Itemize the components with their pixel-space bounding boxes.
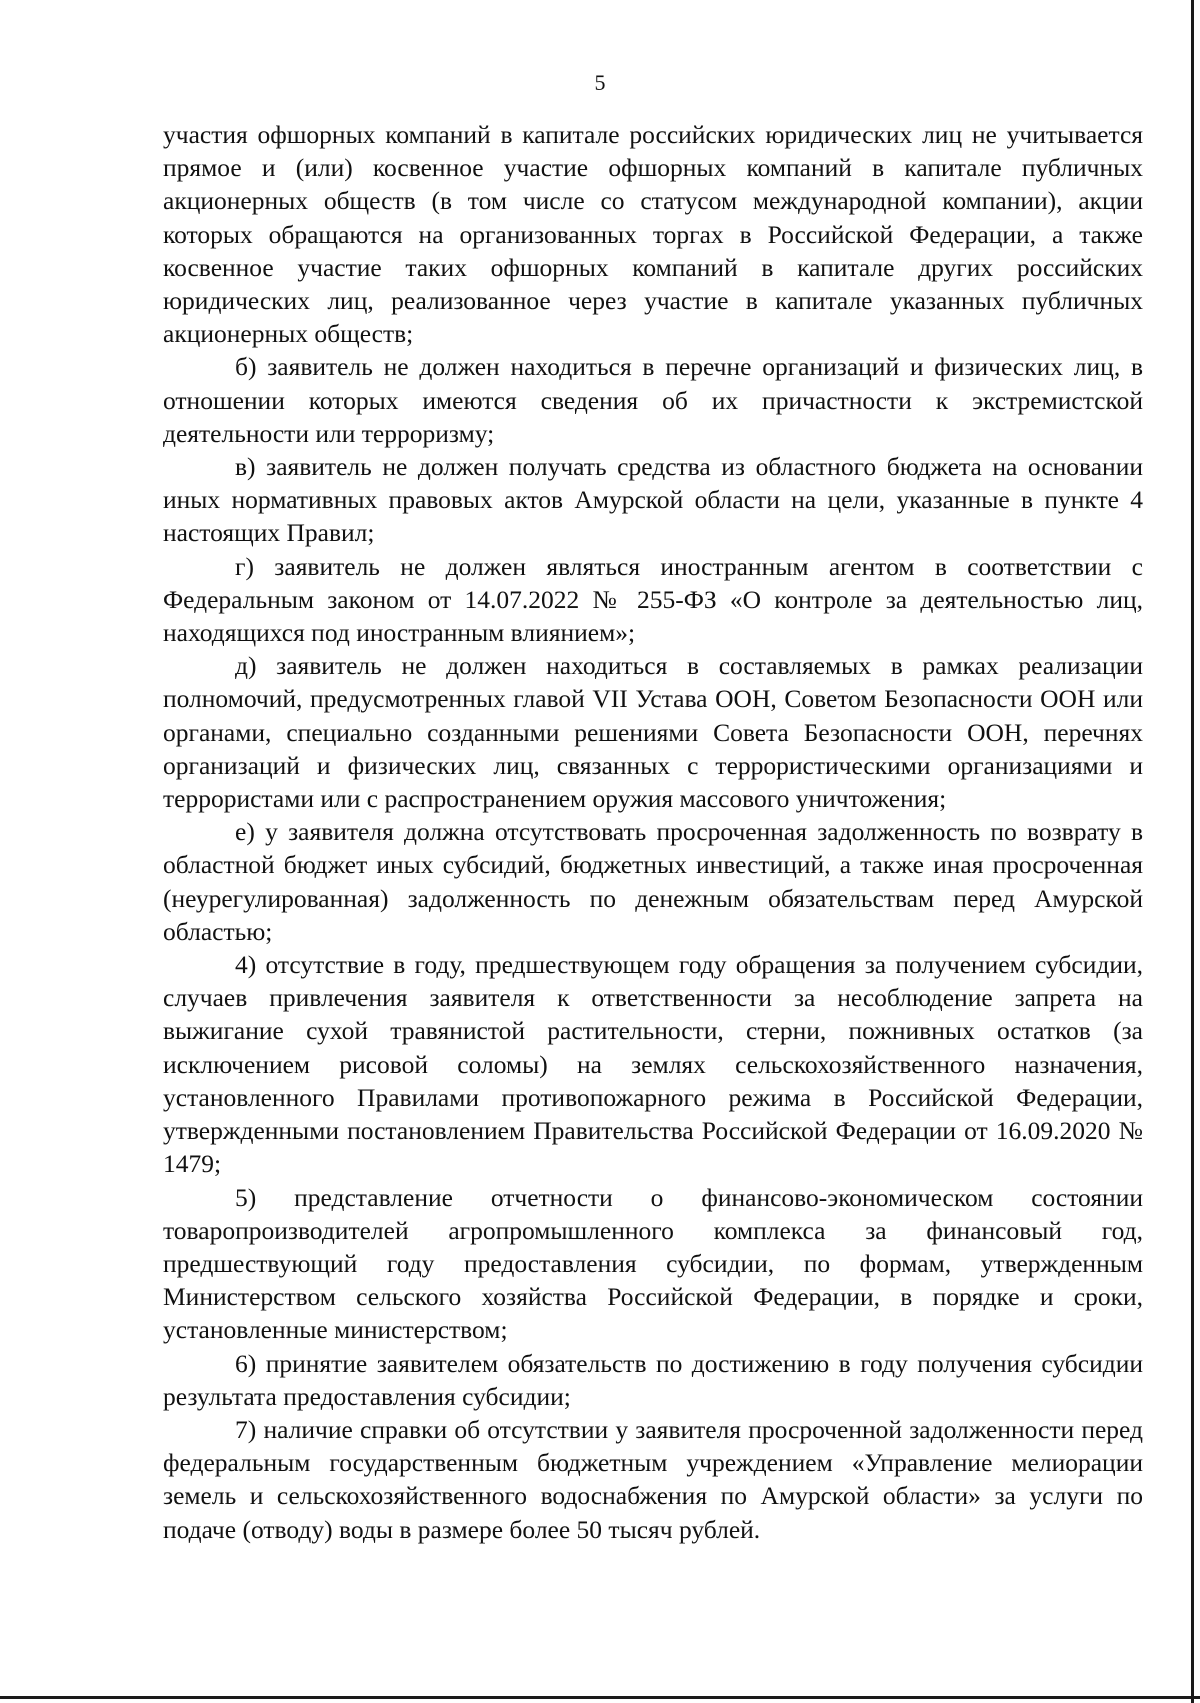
paragraph-7-water-certificate: 7) наличие справки об отсутствии у заявителя просроченной задолженности перед федеральным государственным бюджетным учреждением «Управление мелиорации земель и сельскохозяйственного водоснабжения по Амурской области» за услуги по подаче (отводу) воды в размере более 50 тысяч рублей. xyxy=(163,1414,1143,1544)
paragraph-6-obligations: 6) принятие заявителем обязательств по достижению в году получения субсидии результата предоставления субсидии; xyxy=(163,1348,1143,1411)
paragraph-5-financial-reporting: 5) представление отчетности о финансово-экономическом состоянии товаропроизводителей агропромышленного комплекса за финансовый год, предшествующий году предоставления субсидии, по формам, утвержденным Министерством сельского хозяйства Российской Федерации, в порядке и сроки, установленные министерством; xyxy=(163,1182,1143,1345)
paragraph-v-other-budget-funds: в) заявитель не должен получать средства из областного бюджета на основании иных нормативных правовых актов Амурской области на цели, указанные в пункте 4 настоящих Правил; xyxy=(163,452,1143,548)
paragraph-offshore-continuation: участия офшорных компаний в капитале российских юридических лиц не учитывается прямое и (или) косвенное участие офшорных компаний в капитале публичных акционерных обществ (в том числе со статусом международной компании), акции которых обращаются на организованных торгах в Российской Федерации, а также косвенное участие таких офшорных компаний в капитале других российских юридических лиц, реализованное через участие в капитале указанных публичных акционерных обществ; xyxy=(163,120,1143,349)
scan-edge-right xyxy=(1191,0,1194,1703)
paragraph-d-un-sanctions: д) заявитель не должен находиться в составляемых в рамках реализации полномочий, предусмотренных главой VII Устава ООН, Советом Безопасности ООН или органами, специально созданными решениями Совета Безопасности ООН, перечнях организаций и физических лиц, связанных с террористическими организациями и террористами или с распространением оружия массового уничтожения; xyxy=(163,651,1143,814)
paragraph-b-extremism-list: б) заявитель не должен находиться в перечне организаций и физических лиц, в отношении которых имеются сведения об их причастности к экстремистской деятельности или терроризму; xyxy=(163,352,1143,448)
paragraph-g-foreign-agent: г) заявитель не должен являться иностранным агентом в соответствии с Федеральным законом от 14.07.2022 № 255-ФЗ «О контроле за деятельностью лиц, находящихся под иностранным влиянием»; xyxy=(163,551,1143,648)
scan-edge-bottom xyxy=(0,1696,1200,1699)
paragraph-e-overdue-debt: е) у заявителя должна отсутствовать просроченная задолженность по возврату в областной бюджет иных субсидий, бюджетных инвестиций, а также иная просроченная (неурегулированная) задолженность по денежным обязательствам перед Амурской областью; xyxy=(163,817,1143,946)
page-number: 5 xyxy=(594,70,606,95)
paragraph-4-fire-regime: 4) отсутствие в году, предшествующем году обращения за получением субсидии, случаев привлечения заявителя к ответственности за несоблюдение запрета на выжигание сухой травянистой растительности, стерни, пожнивных остатков (за исключением рисовой соломы) на землях сельскохозяйственного назначения, установленного Правилами противопожарного режима в Российской Федерации, утвержденными постановлением Правительства Российской Федерации от 16.09.2020 № 1479; xyxy=(163,950,1143,1179)
document-body xyxy=(163,118,1143,1546)
